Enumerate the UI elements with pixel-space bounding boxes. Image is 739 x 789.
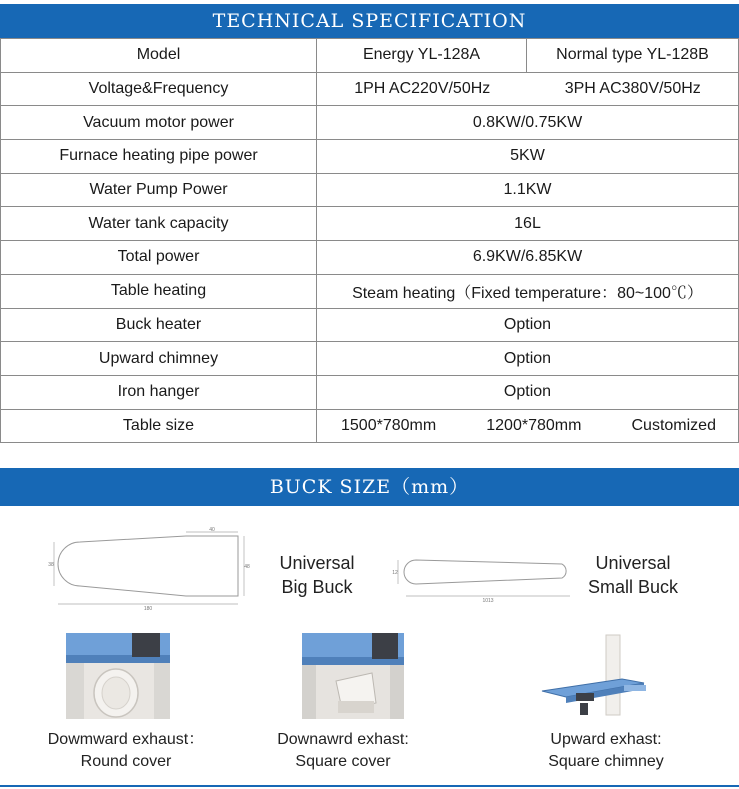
row-label: Buck heater bbox=[1, 308, 317, 342]
value-part: 3PH AC380V/50Hz bbox=[564, 80, 701, 98]
big-buck-label: Universal Big Buck bbox=[279, 553, 355, 597]
table-row bbox=[1, 72, 739, 106]
value-part: 1500*780mm bbox=[341, 416, 437, 434]
row-label: Model bbox=[1, 39, 317, 73]
row-value: Option bbox=[317, 342, 739, 376]
row-value bbox=[317, 409, 739, 443]
row-label: Total power bbox=[1, 241, 317, 275]
value-part: 1PH AC220V/50Hz bbox=[354, 80, 491, 98]
table-row bbox=[1, 274, 739, 308]
big-buck-drawing bbox=[48, 528, 248, 612]
dim-label: 180 bbox=[143, 606, 153, 612]
buck-title-banner: BUCK SIZE（mm） bbox=[0, 468, 739, 506]
row-value: 5KW bbox=[317, 140, 739, 174]
table-row bbox=[1, 39, 739, 73]
exhaust-caption-square: Downawrd exhast: Square cover bbox=[277, 731, 409, 770]
row-label: Water Pump Power bbox=[1, 173, 317, 207]
row-label: Voltage&Frequency bbox=[1, 72, 317, 106]
dim-label: 40 bbox=[209, 527, 215, 533]
row-value: Option bbox=[317, 308, 739, 342]
table-row bbox=[1, 409, 739, 443]
square-cover-photo bbox=[302, 633, 404, 719]
row-value: Option bbox=[317, 375, 739, 409]
row-value: 0.8KW/0.75KW bbox=[317, 106, 739, 140]
row-label: Upward chimney bbox=[1, 342, 317, 376]
exhaust-caption-round: Dowmward exhaust： Round cover bbox=[47, 731, 205, 770]
row-label: Table size bbox=[1, 409, 317, 443]
exhaust-caption-chimney: Upward exhast: Square chimney bbox=[548, 731, 664, 770]
row-label: Water tank capacity bbox=[1, 207, 317, 241]
row-value: Normal type YL-128B bbox=[527, 39, 739, 73]
table-row bbox=[1, 342, 739, 376]
dim-label: 48 bbox=[244, 564, 250, 570]
row-label: Iron hanger bbox=[1, 375, 317, 409]
table-row bbox=[1, 140, 739, 174]
dim-label: 12 bbox=[392, 570, 398, 576]
bottom-rule bbox=[0, 785, 739, 787]
row-label: Vacuum motor power bbox=[1, 106, 317, 140]
spec-title-banner: TECHNICAL SPECIFICATION bbox=[0, 4, 739, 38]
row-value: Steam heating（Fixed temperature：80~100℃） bbox=[317, 274, 739, 308]
table-row bbox=[1, 375, 739, 409]
table-row bbox=[1, 106, 739, 140]
row-label: Table heating bbox=[1, 274, 317, 308]
table-row bbox=[1, 241, 739, 275]
row-value bbox=[317, 72, 739, 106]
table-row bbox=[1, 207, 739, 241]
chimney-photo bbox=[536, 633, 666, 721]
value-part: Customized bbox=[631, 416, 716, 434]
row-value: 16L bbox=[317, 207, 739, 241]
dim-label: 38 bbox=[48, 562, 54, 568]
table-row bbox=[1, 173, 739, 207]
value-part: 1200*780mm bbox=[486, 416, 582, 434]
spec-table bbox=[0, 38, 739, 443]
table-row bbox=[1, 308, 739, 342]
small-buck-drawing bbox=[390, 550, 580, 604]
row-value: 6.9KW/6.85KW bbox=[317, 241, 739, 275]
row-value: Energy YL-128A bbox=[317, 39, 527, 73]
small-buck-label: Universal Small Buck bbox=[587, 553, 679, 597]
row-label: Furnace heating pipe power bbox=[1, 140, 317, 174]
dim-label: 1013 bbox=[482, 598, 494, 604]
row-value: 1.1KW bbox=[317, 173, 739, 207]
round-cover-photo bbox=[66, 633, 170, 719]
